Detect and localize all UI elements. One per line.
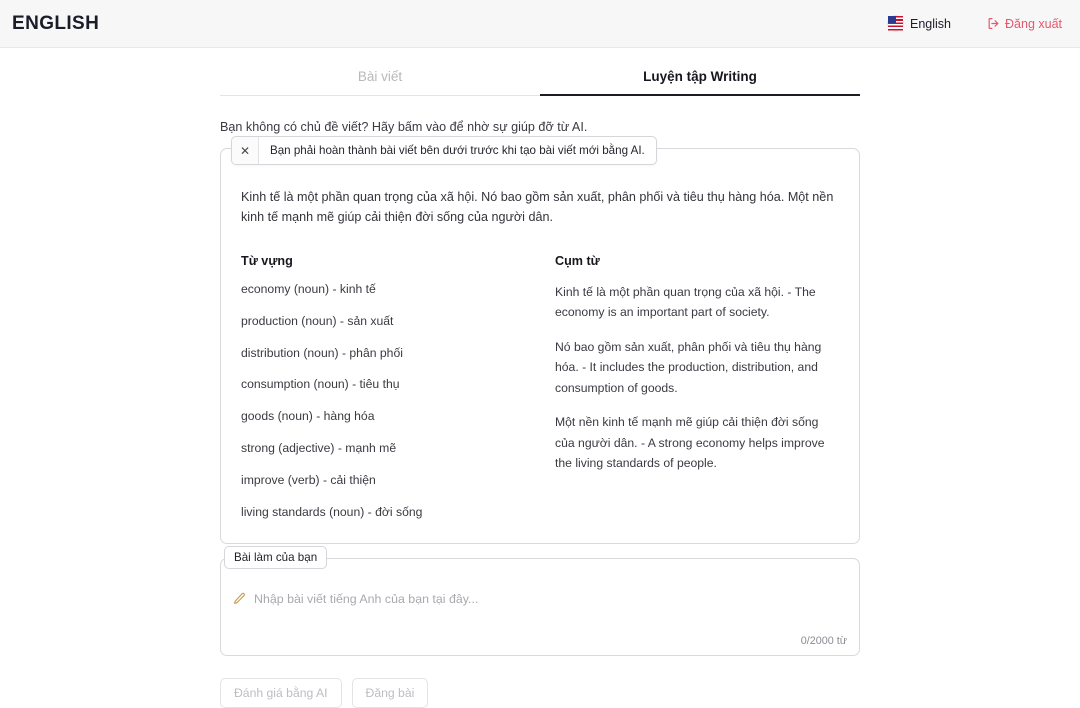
list-item: production (noun) - sản xuất	[241, 313, 394, 328]
tab-bar	[220, 60, 860, 96]
list-item: Kinh tế là một phần quan trọng của xã hội. - The economy is an important part of society.	[555, 284, 816, 320]
answer-label: Bài làm của bạn	[224, 546, 327, 570]
evaluate-with-ai-button[interactable]: Đánh giá bằng AI	[220, 678, 342, 708]
list-item: economy (noun) - kinh tế	[241, 281, 376, 296]
content-column	[220, 60, 860, 708]
logout-label: Đăng xuất	[1005, 16, 1062, 31]
list-item: goods (noun) - hàng hóa	[241, 409, 375, 424]
language-selector[interactable]	[888, 16, 951, 31]
reference-columns	[241, 254, 839, 521]
brand-logo[interactable]: ENGLISH	[12, 12, 100, 34]
list-item: Nó bao gồm sản xuất, phân phối và tiêu thụ hàng hóa. - It includes the production, distribution, and consumption of goods.	[555, 339, 822, 395]
answer-textarea-container[interactable]	[220, 550, 860, 656]
app-header	[0, 0, 1080, 48]
tab-luyen-tap-writing[interactable]: Luyện tập Writing	[540, 60, 860, 95]
alert-banner	[231, 136, 657, 165]
phrases-title: Cụm từ	[555, 253, 600, 268]
tab-bai-viet[interactable]: Bài viết	[357, 69, 403, 84]
us-flag-icon	[888, 16, 903, 31]
list-item: consumption (noun) - tiêu thụ	[241, 377, 400, 392]
answer-placeholder-text: Nhập bài viết tiếng Anh của bạn tại đây...	[254, 591, 479, 606]
pencil-icon	[233, 592, 246, 605]
list-item: distribution (noun) - phân phối	[241, 345, 403, 360]
submit-post-button[interactable]: Đăng bài	[352, 678, 429, 708]
word-counter: 0/2000 từ	[800, 634, 847, 647]
list-item: living standards (noun) - đời sống	[241, 504, 423, 519]
essay-paragraph: Kinh tế là một phần quan trọng của xã hội. Nó bao gồm sản xuất, phân phối và tiêu thụ hàng hóa. Một nền kinh tế mạnh mẽ giúp cải thiện đời sống của người dân.	[241, 190, 834, 225]
header-actions	[888, 16, 1062, 31]
close-icon[interactable]: ✕	[232, 137, 259, 164]
list-item: strong (adjective) - mạnh mẽ	[241, 441, 397, 456]
generated-content-card	[220, 143, 860, 544]
vocabulary-title: Từ vựng	[241, 253, 293, 268]
logout-icon	[987, 17, 1000, 30]
list-item: Một nền kinh tế mạnh mẽ giúp cải thiện đời sống của người dân. - A strong economy helps improve the living standards of people.	[555, 415, 825, 471]
answer-placeholder	[233, 592, 478, 606]
vocabulary-column	[241, 254, 525, 521]
ai-prompt-line[interactable]: Bạn không có chủ đề viết? Hãy bấm vào để nhờ sự giúp đỡ từ AI.	[220, 120, 588, 134]
alert-message: Bạn phải hoàn thành bài viết bên dưới trước khi tạo bài viết mới bằng AI.	[270, 144, 645, 157]
list-item: improve (verb) - cải thiện	[241, 472, 376, 487]
logout-button[interactable]	[987, 17, 1062, 31]
language-label: English	[910, 16, 952, 31]
action-bar	[220, 678, 860, 708]
phrases-column	[555, 254, 839, 521]
page-body	[0, 60, 1080, 708]
